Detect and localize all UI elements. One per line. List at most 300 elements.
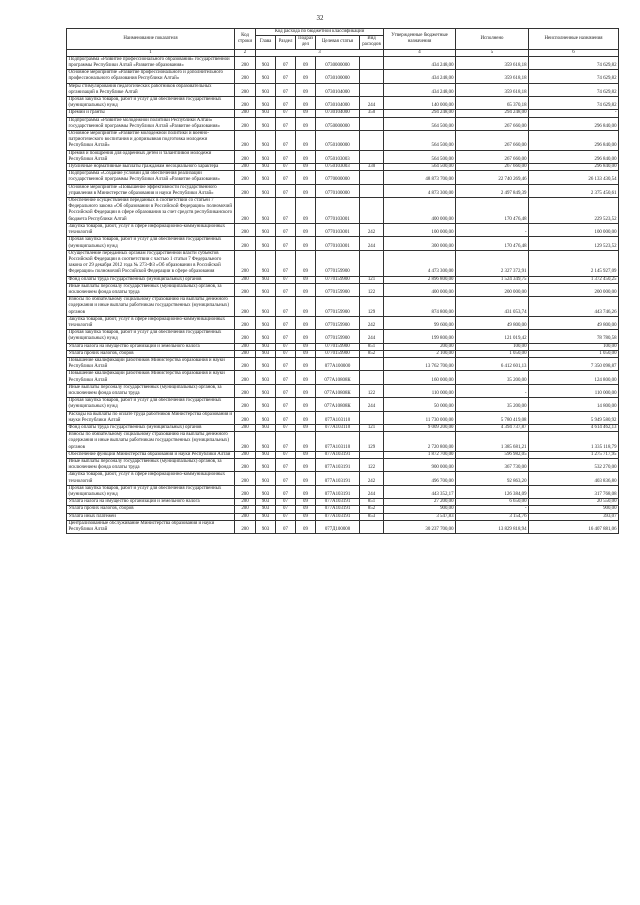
table-row [67,171,619,184]
razdel-cell: 07 [276,472,296,485]
indicator-name-cell: Повышение квалификации работников Министерства образования и науки Республики Алтай [67,357,235,370]
unexecuted-amount-cell: 5 949 580,92 [529,411,619,424]
razdel-cell: 07 [276,164,296,171]
row-code-cell: 200 [235,131,256,151]
approved-amount-cell: 874 800,00 [384,297,456,317]
unexecuted-amount-cell: 110 000,00 [529,384,619,397]
expense-type-cell [360,357,384,370]
target-article-cell: 0770159900 [316,283,360,296]
unexecuted-amount-cell: 78 780,58 [529,330,619,343]
target-article-cell: 0770100000 [316,184,360,197]
executed-amount-cell: 5 780 419,08 [456,411,529,424]
target-article-cell: 0770103001 [316,223,360,236]
glava-cell: 903 [256,330,276,343]
razdel-cell: 07 [276,357,296,370]
executed-amount-cell: 4 394 737,87 [456,424,529,431]
table-row [67,97,619,110]
glava-cell: 903 [256,56,276,69]
approved-amount-cell: 3 547,83 [384,513,456,520]
row-code-cell: 200 [235,451,256,458]
row-code-cell: 200 [235,384,256,397]
podrazdel-cell: 09 [296,316,316,329]
unexecuted-amount-cell: 1 275 717,95 [529,451,619,458]
target-article-cell: 0770103001 [316,198,360,224]
unexecuted-amount-cell: 296 840,00 [529,164,619,171]
target-article-cell: 077А103110 [316,411,360,424]
indicator-name-cell: Иные выплаты персоналу государственных (муниципальных) органов, за исключением фонда оплаты труда [67,459,235,472]
target-article-cell: 077А103191 [316,499,360,506]
indicator-name-cell: Уплата прочих налогов, сборов [67,506,235,513]
column-number: 6 [529,49,619,56]
table-row [67,56,619,69]
glava-cell: 903 [256,424,276,431]
indicator-name-cell: Обеспечение осуществления переданных в соответствии со статьей 7 Федерального закона «Об образовании в Российской Федерации» полномочий Российской Федерации в сфере образования за счет средств республиканского бюджета Республики Алтай [67,198,235,224]
unexecuted-amount-cell: 532 270,00 [529,459,619,472]
glava-cell: 903 [256,432,276,452]
unexecuted-amount-cell: 7 350 098,87 [529,357,619,370]
expense-type-cell: 242 [360,472,384,485]
executed-amount-cell: 65 370,18 [456,97,529,110]
approved-amount-cell: 443 352,17 [384,485,456,498]
approved-amount-cell: 400 000,00 [384,283,456,296]
indicator-name-cell: Фонд оплаты труда государственных (муниципальных) органов [67,276,235,283]
table-row [67,459,619,472]
row-code-cell: 200 [235,520,256,533]
approved-amount-cell: 564 500,00 [384,164,456,171]
expense-type-cell: 851 [360,499,384,506]
unexecuted-amount-cell: 26 133 430,54 [529,171,619,184]
executed-amount-cell: 267 660,00 [456,150,529,163]
glava-cell: 903 [256,316,276,329]
glava-cell: 903 [256,198,276,224]
row-code-cell: 200 [235,371,256,384]
podrazdel-cell: 09 [296,459,316,472]
podrazdel-cell: 09 [296,513,316,520]
executed-amount-cell: 2 327 372,91 [456,250,529,276]
expense-type-cell [360,371,384,384]
target-article-cell: 0730100000 [316,70,360,83]
razdel-cell: 07 [276,432,296,452]
target-article-cell: 077А103191 [316,459,360,472]
executed-amount-cell: 267 660,00 [456,117,529,130]
table-row [67,506,619,513]
expense-type-cell: 121 [360,276,384,283]
podrazdel-cell: 09 [296,131,316,151]
approved-amount-cell: 199 800,00 [384,330,456,343]
row-code-cell: 200 [235,184,256,197]
indicator-name-cell: Меры стимулирования педагогических работников образовательных организаций в Республике Алтай [67,83,235,96]
row-code-cell: 200 [235,150,256,163]
unexecuted-amount-cell: 393,07 [529,513,619,520]
expense-type-cell: 242 [360,223,384,236]
razdel-cell: 07 [276,56,296,69]
header-row-code: Код строки [235,29,256,50]
approved-amount-cell: 2 720 800,00 [384,432,456,452]
unexecuted-amount-cell: 1 372 450,25 [529,276,619,283]
approved-amount-cell: 564 500,00 [384,131,456,151]
executed-amount-cell: 35 200,00 [456,371,529,384]
indicator-name-cell: Уплата прочих налогов, сборов [67,350,235,357]
table-row [67,350,619,357]
table-row [67,343,619,350]
glava-cell: 903 [256,485,276,498]
target-article-cell: 0770159900 [316,330,360,343]
target-article-cell: 0730000000 [316,56,360,69]
approved-amount-cell: 160 000,00 [384,371,456,384]
podrazdel-cell: 09 [296,424,316,431]
razdel-cell: 07 [276,184,296,197]
header-glava: Глава [256,36,276,49]
expense-type-cell: 242 [360,316,384,329]
expense-type-cell: 129 [360,297,384,317]
executed-amount-cell: - [456,223,529,236]
approved-amount-cell: 99 600,00 [384,316,456,329]
podrazdel-cell: 09 [296,520,316,533]
executed-amount-cell: 6 412 601,13 [456,357,529,370]
approved-amount-cell: 2 896 800,00 [384,276,456,283]
row-code-cell: 200 [235,171,256,184]
row-code-cell: 200 [235,499,256,506]
target-article-cell: 0750100000 [316,131,360,151]
podrazdel-cell: 09 [296,223,316,236]
table-row [67,83,619,96]
podrazdel-cell: 09 [296,276,316,283]
glava-cell: 903 [256,184,276,197]
expense-type-cell: 129 [360,432,384,452]
table-row [67,451,619,458]
row-code-cell: 200 [235,70,256,83]
podrazdel-cell: 09 [296,485,316,498]
row-code-cell: 200 [235,398,256,411]
podrazdel-cell: 09 [296,506,316,513]
expense-type-cell [360,520,384,533]
table-row [67,223,619,236]
unexecuted-amount-cell: 100,00 [529,343,619,350]
indicator-name-cell: Централизованные обслуживание Министерства образования и науки Республики Алтай [67,520,235,533]
executed-amount-cell: 6 650,00 [456,499,529,506]
unexecuted-amount-cell: 443 746,26 [529,297,619,317]
glava-cell: 903 [256,520,276,533]
executed-amount-cell: 1 385 681,21 [456,432,529,452]
executed-amount-cell: 359 618,18 [456,70,529,83]
approved-amount-cell: 564 500,00 [384,117,456,130]
approved-amount-cell: 1 872 700,00 [384,451,456,458]
executed-amount-cell: 200 000,00 [456,283,529,296]
expense-type-cell: 852 [360,506,384,513]
unexecuted-amount-cell: 129 523,52 [529,237,619,250]
approved-amount-cell: 2 100,00 [384,350,456,357]
indicator-name-cell: Подпрограмма «Создание условий для обеспечения реализации государственной программы Республики Алтай «Развитие образования» [67,171,235,184]
target-article-cell: 0770103001 [316,237,360,250]
table-row [67,432,619,452]
podrazdel-cell: 09 [296,283,316,296]
glava-cell: 903 [256,398,276,411]
indicator-name-cell: Уплата иных платежей [67,513,235,520]
table-row [67,237,619,250]
razdel-cell: 07 [276,83,296,96]
table-row [67,297,619,317]
row-code-cell: 200 [235,424,256,431]
target-article-cell: 077Д100000 [316,520,360,533]
header-vid: Вид расходов [360,36,384,49]
podrazdel-cell: 09 [296,297,316,317]
expense-type-cell [360,56,384,69]
expense-type-cell [360,150,384,163]
razdel-cell: 07 [276,411,296,424]
indicator-name-cell: Взносы по обязательному социальному страхованию на выплаты денежного содержания и иные выплаты работникам государственных (муниципальных) органов [67,432,235,452]
expense-type-cell: 852 [360,350,384,357]
glava-cell: 903 [256,131,276,151]
podrazdel-cell: 09 [296,250,316,276]
razdel-cell: 07 [276,97,296,110]
glava-cell: 903 [256,283,276,296]
glava-cell: 903 [256,513,276,520]
expense-type-cell: 851 [360,343,384,350]
expense-type-cell: 244 [360,237,384,250]
target-article-cell: 077А103191 [316,513,360,520]
podrazdel-cell: 09 [296,56,316,69]
header-statya: Целевая статья [316,36,360,49]
table-row [67,384,619,397]
unexecuted-amount-cell: 20 550,00 [529,499,619,506]
indicator-name-cell: Прочая закупка товаров, работ и услуг для обеспечения государственных (муниципальных) нужд [67,330,235,343]
unexecuted-amount-cell: 74 629,82 [529,83,619,96]
column-number: 3 [256,49,384,56]
table-row [67,357,619,370]
unexecuted-amount-cell: 74 629,82 [529,97,619,110]
expense-type-cell [360,171,384,184]
row-code-cell: 200 [235,472,256,485]
executed-amount-cell: 267 660,00 [456,164,529,171]
table-row [67,117,619,130]
column-number: 2 [235,49,256,56]
executed-amount-cell: 170 476,48 [456,237,529,250]
executed-amount-cell: 126 384,09 [456,485,529,498]
podrazdel-cell: 09 [296,83,316,96]
glava-cell: 903 [256,171,276,184]
table-row [67,520,619,533]
executed-amount-cell: 3 154,76 [456,513,529,520]
unexecuted-amount-cell: 200 000,00 [529,283,619,296]
target-article-cell: 077А103191 [316,451,360,458]
podrazdel-cell: 09 [296,237,316,250]
executed-amount-cell: 359 618,18 [456,56,529,69]
target-article-cell: 077А103110 [316,424,360,431]
razdel-cell: 07 [276,250,296,276]
table-row [67,150,619,163]
row-code-cell: 200 [235,411,256,424]
unexecuted-amount-cell: 14 800,00 [529,398,619,411]
approved-amount-cell: 9 009 200,00 [384,424,456,431]
header-classification: Код расхода по бюджетной классификации [256,29,384,36]
indicator-name-cell: Прочая закупка товаров, работ и услуг для обеспечения государственных (муниципальных) нужд [67,237,235,250]
podrazdel-cell: 09 [296,432,316,452]
glava-cell: 903 [256,237,276,250]
expense-type-cell [360,70,384,83]
approved-amount-cell: 300 000,00 [384,237,456,250]
budget-execution-table [66,28,619,534]
razdel-cell: 07 [276,398,296,411]
approved-amount-cell: 4 473 300,00 [384,250,456,276]
glava-cell: 903 [256,506,276,513]
indicator-name-cell: Иные выплаты персоналу государственных (муниципальных) органов, за исключением фонда оплаты труда [67,384,235,397]
approved-amount-cell: 294 248,00 [384,110,456,117]
indicator-name-cell: Закупка товаров, работ, услуг в сфере информационно-коммуникационных технологий [67,223,235,236]
expense-type-cell: 122 [360,384,384,397]
expense-type-cell: 244 [360,398,384,411]
approved-amount-cell: 900,00 [384,506,456,513]
razdel-cell: 07 [276,451,296,458]
glava-cell: 903 [256,117,276,130]
table-body [67,56,619,533]
expense-type-cell [360,83,384,96]
expense-type-cell: 244 [360,485,384,498]
target-article-cell: 0770000000 [316,171,360,184]
podrazdel-cell: 09 [296,198,316,224]
razdel-cell: 07 [276,499,296,506]
podrazdel-cell: 09 [296,110,316,117]
podrazdel-cell: 09 [296,451,316,458]
expense-type-cell [360,131,384,151]
unexecuted-amount-cell: 403 836,80 [529,472,619,485]
razdel-cell: 07 [276,506,296,513]
podrazdel-cell: 09 [296,472,316,485]
table-row [67,70,619,83]
row-code-cell: 200 [235,283,256,296]
glava-cell: 903 [256,350,276,357]
unexecuted-amount-cell: 100 000,00 [529,223,619,236]
target-article-cell: 0750103003 [316,164,360,171]
podrazdel-cell: 09 [296,350,316,357]
table-row [67,398,619,411]
glava-cell: 903 [256,70,276,83]
razdel-cell: 07 [276,371,296,384]
razdel-cell: 07 [276,70,296,83]
approved-amount-cell: 27 200,00 [384,499,456,506]
expense-type-cell [360,411,384,424]
table-row [67,276,619,283]
approved-amount-cell: 13 762 700,00 [384,357,456,370]
indicator-name-cell: Фонд оплаты труда государственных (муниципальных) органов [67,424,235,431]
glava-cell: 903 [256,223,276,236]
table-row [67,330,619,343]
executed-amount-cell: 359 618,18 [456,83,529,96]
expense-type-cell: 244 [360,330,384,343]
unexecuted-amount-cell: 124 800,00 [529,371,619,384]
row-code-cell: 200 [235,250,256,276]
expense-type-cell: 853 [360,513,384,520]
razdel-cell: 07 [276,297,296,317]
header-razdel: Раздел [276,36,296,49]
unexecuted-amount-cell: 229 523,52 [529,198,619,224]
table-row [67,485,619,498]
row-code-cell: 200 [235,110,256,117]
razdel-cell: 07 [276,424,296,431]
table-row [67,513,619,520]
unexecuted-amount-cell: 74 629,82 [529,56,619,69]
table-row [67,499,619,506]
unexecuted-amount-cell: 4 614 462,13 [529,424,619,431]
indicator-name-cell: Премия и поощрения для одаренных детей и талантливой молодежи Республики Алтай [67,150,235,163]
target-article-cell: 0770159900 [316,297,360,317]
row-code-cell: 200 [235,506,256,513]
row-code-cell: 200 [235,164,256,171]
glava-cell: 903 [256,110,276,117]
podrazdel-cell: 09 [296,97,316,110]
approved-amount-cell: 4 873 300,00 [384,184,456,197]
glava-cell: 903 [256,499,276,506]
executed-amount-cell: 100,00 [456,343,529,350]
razdel-cell: 07 [276,171,296,184]
target-article-cell: 0770159900 [316,343,360,350]
expense-type-cell [360,451,384,458]
table-row [67,316,619,329]
page-number: 32 [316,14,324,22]
unexecuted-amount-cell: 1 050,00 [529,350,619,357]
approved-amount-cell: 100 000,00 [384,223,456,236]
podrazdel-cell: 09 [296,357,316,370]
approved-amount-cell: 11 730 000,00 [384,411,456,424]
indicator-name-cell: Осуществление переданных органам государственной власти субъектов Российской Федерации в соответствии с частью 1 статьи 7 Федерального закона от 29 декабря 2012 года № 273-ФЗ «Об образовании в Российской Федерации» полномочий Российской Федерации в сфере образования [67,250,235,276]
row-code-cell: 200 [235,485,256,498]
row-code-cell: 200 [235,330,256,343]
executed-amount-cell: 2 497 849,39 [456,184,529,197]
header-executed: Исполнено [456,29,529,50]
indicator-name-cell: Основное мероприятие «Повышение эффективности государственного управления в Министерстве образования и науки Республики Алтай» [67,184,235,197]
indicator-name-cell: Прочая закупка товаров, работ и услуг для обеспечения государственных (муниципальных) нужд [67,398,235,411]
executed-amount-cell: 267 660,00 [456,131,529,151]
target-article-cell: 077А10808К [316,398,360,411]
indicator-name-cell: Основное мероприятие «Развитие профессионального и дополнительного профессионального образования Республики Алтай» [67,70,235,83]
razdel-cell: 07 [276,276,296,283]
approved-amount-cell: 900 000,00 [384,459,456,472]
razdel-cell: 07 [276,110,296,117]
executed-amount-cell: - [456,506,529,513]
razdel-cell: 07 [276,350,296,357]
razdel-cell: 07 [276,223,296,236]
approved-amount-cell: 200,00 [384,343,456,350]
unexecuted-amount-cell: 16 407 881,06 [529,520,619,533]
indicator-name-cell: Основное мероприятие «Развитие молодежной политики и военно-патриотического воспитания и допризывная подготовка молодежи Республики Алтай» [67,131,235,151]
row-code-cell: 200 [235,357,256,370]
podrazdel-cell: 09 [296,117,316,130]
podrazdel-cell: 09 [296,164,316,171]
razdel-cell: 07 [276,283,296,296]
table-row [67,184,619,197]
row-code-cell: 200 [235,237,256,250]
indicator-name-cell: Иные выплаты персоналу государственных (муниципальных) органов, за исключением фонда оплаты труда [67,283,235,296]
glava-cell: 903 [256,411,276,424]
expense-type-cell [360,117,384,130]
target-article-cell: 0770159900 [316,350,360,357]
indicator-name-cell: Закупка товаров, работ, услуг в сфере информационно-коммуникационных технологий [67,472,235,485]
column-number: 5 [456,49,529,56]
approved-amount-cell: 434 248,00 [384,56,456,69]
unexecuted-amount-cell: 317 768,08 [529,485,619,498]
unexecuted-amount-cell: 900,00 [529,506,619,513]
razdel-cell: 07 [276,485,296,498]
approved-amount-cell: 496 700,00 [384,472,456,485]
target-article-cell: 0730104000 [316,97,360,110]
glava-cell: 903 [256,371,276,384]
glava-cell: 903 [256,164,276,171]
table-row [67,424,619,431]
glava-cell: 903 [256,83,276,96]
table-row [67,411,619,424]
executed-amount-cell: 170 476,48 [456,198,529,224]
approved-amount-cell: 140 000,00 [384,97,456,110]
glava-cell: 903 [256,97,276,110]
